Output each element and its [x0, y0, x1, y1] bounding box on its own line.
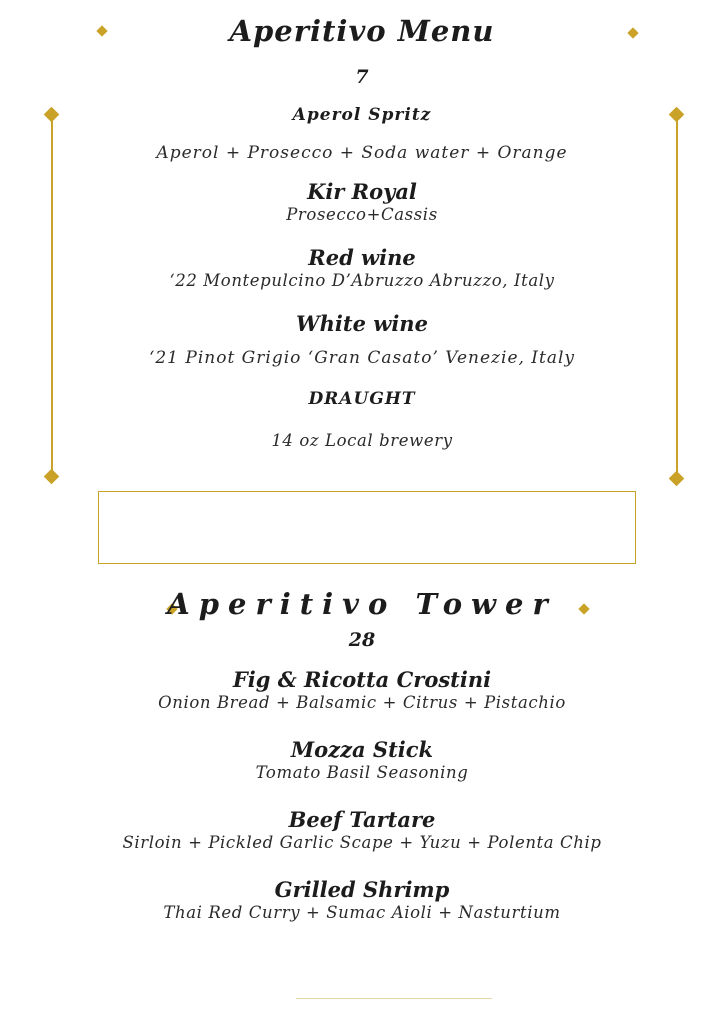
menu-item-description: Prosecco+Cassis	[286, 205, 438, 224]
menu-item-name: Kir Royal	[307, 179, 417, 204]
right-frame-line	[676, 114, 678, 478]
left-frame-line	[51, 114, 53, 478]
tower-title: Aperitivo Tower	[167, 587, 557, 621]
tower-item-name: Grilled Shrimp	[274, 877, 450, 902]
empty-frame-box	[98, 491, 636, 564]
decorative-diamond-icon	[669, 471, 685, 487]
tower-item-description: Tomato Basil Seasoning	[255, 763, 469, 782]
menu-price: 7	[355, 66, 369, 88]
bottom-divider	[296, 998, 492, 999]
menu-item-name: Red wine	[308, 245, 416, 270]
menu-item-name: DRAUGHT	[308, 389, 416, 409]
tower-item-description: Sirloin + Pickled Garlic Scape + Yuzu + Polenta Chip	[122, 833, 602, 852]
menu-title: Aperitivo Menu	[229, 14, 495, 48]
tower-price: 28	[348, 629, 376, 651]
tower-item-name: Beef Tartare	[288, 807, 436, 832]
tower-item-description: Thai Red Curry + Sumac Aioli + Nasturtium	[163, 903, 561, 922]
menu-item-name: Aperol Spritz	[292, 105, 432, 125]
menu-item-name: White wine	[296, 311, 428, 336]
menu-item-description: ‘21 Pinot Grigio ‘Gran Casato’ Venezie, Italy	[148, 348, 576, 368]
menu-item-description: ‘22 Montepulcino D’Abruzzo Abruzzo, Italy	[169, 271, 555, 290]
tower-item-name: Fig & Ricotta Crostini	[232, 667, 492, 692]
decorative-diamond-icon	[44, 469, 60, 485]
menu-item-description: Aperol + Prosecco + Soda water + Orange	[156, 143, 568, 163]
menu-item-description: 14 oz Local brewery	[271, 431, 453, 450]
tower-item-name: Mozza Stick	[290, 737, 434, 762]
tower-item-description: Onion Bread + Balsamic + Citrus + Pistachio	[158, 693, 566, 712]
